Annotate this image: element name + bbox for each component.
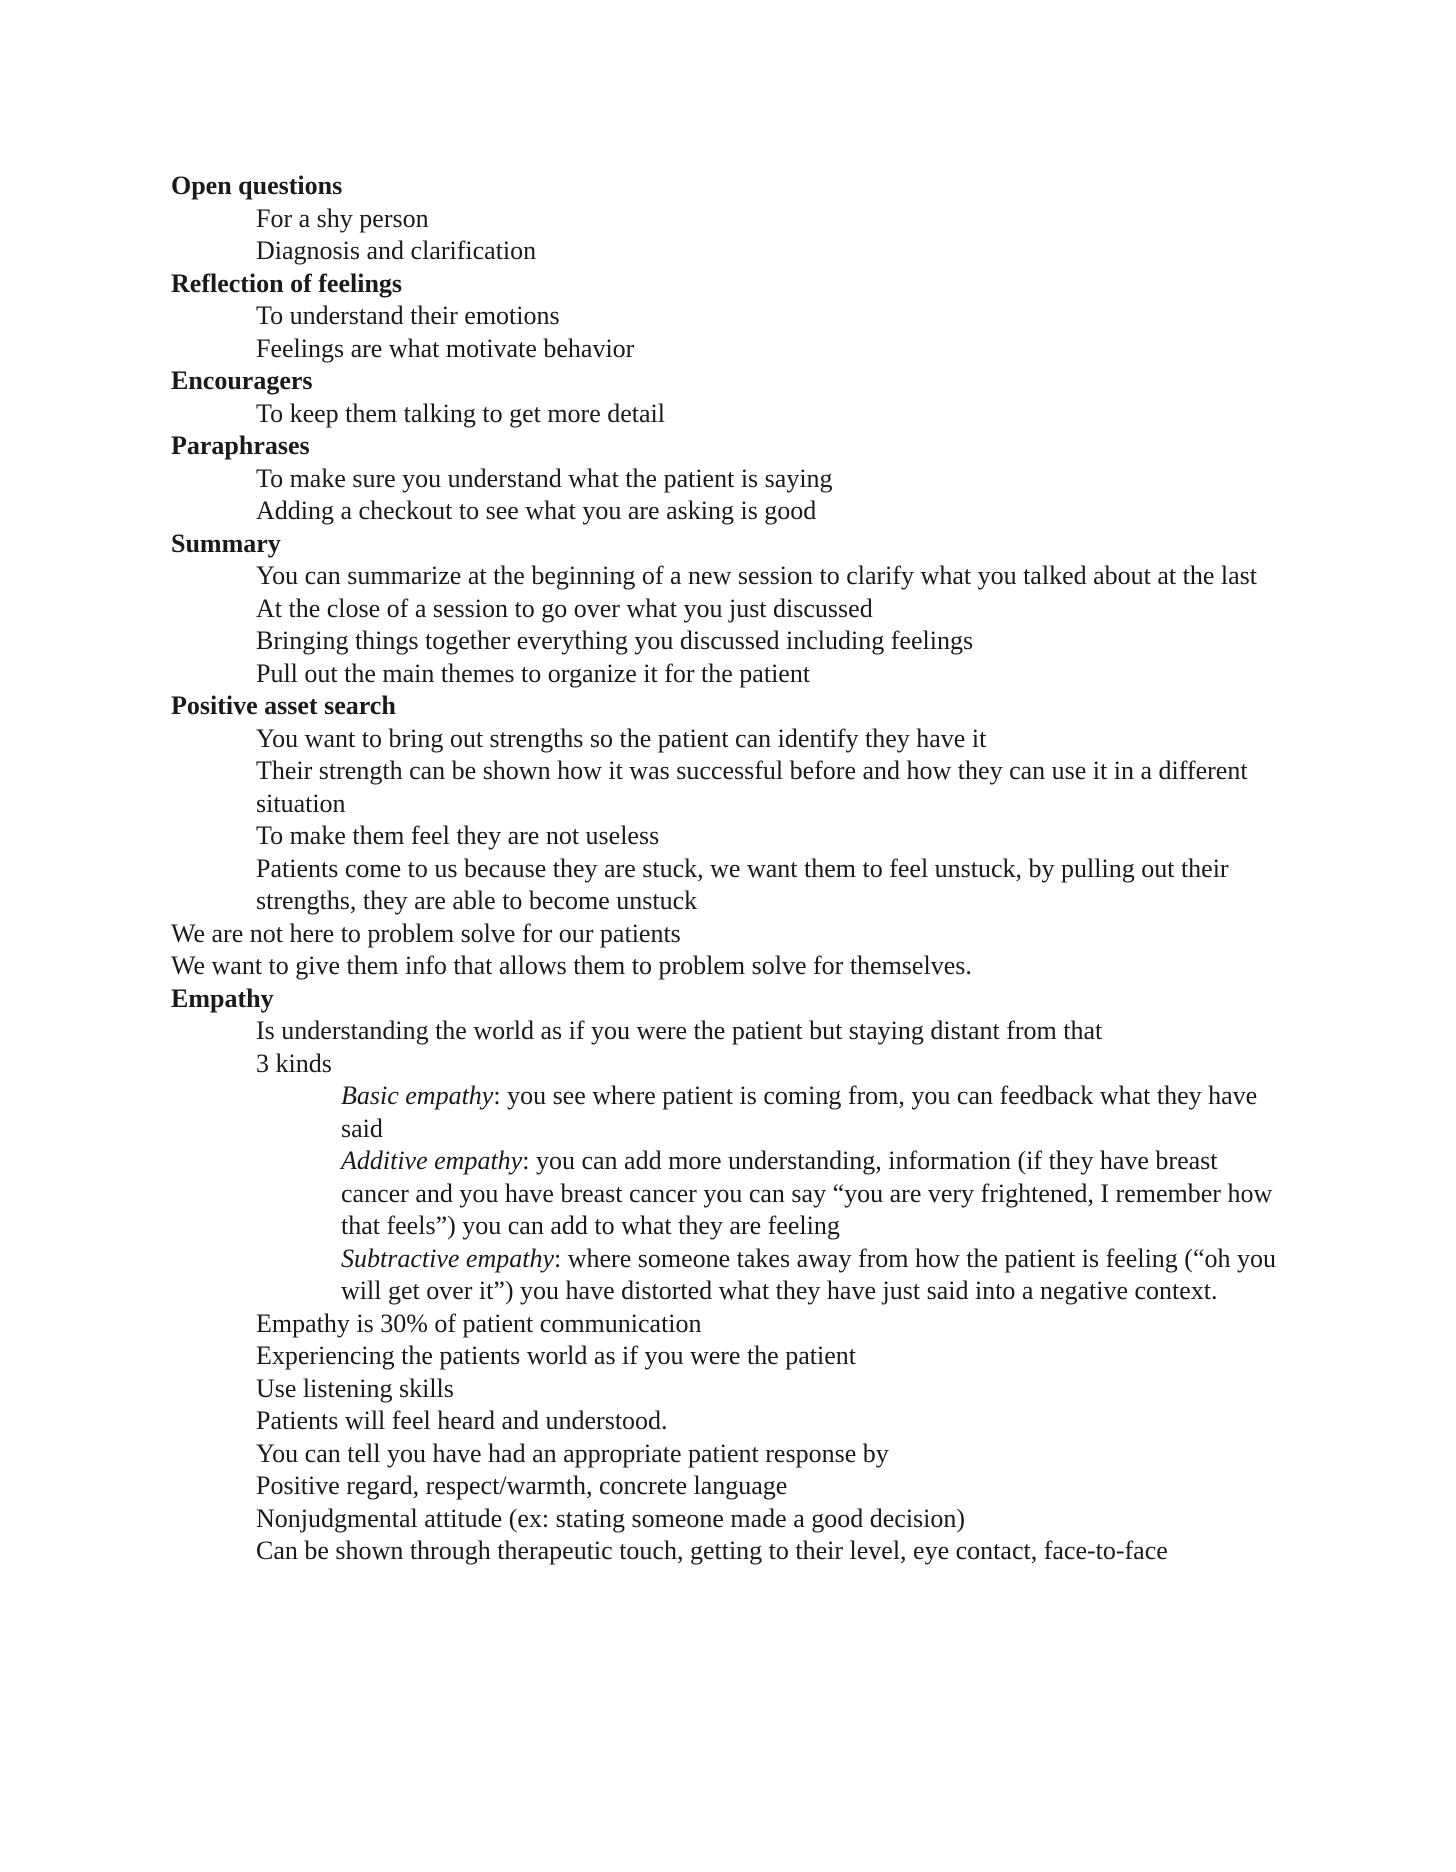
list-item: Can be shown through therapeutic touch, getting to their level, eye contact, face-to-face [256, 1536, 1168, 1565]
empathy-kind-text: : where someone takes away from how the patient is feeling (“oh you will get over it”) you have distorted what they have just said into a negative context. [341, 1243, 1276, 1305]
list-item: To understand their emotions [256, 301, 560, 330]
list-item: To keep them talking to get more detail [256, 398, 666, 428]
list-item: Positive regard, respect/warmth, concrete language [256, 1471, 788, 1500]
section-heading: Paraphrases [171, 431, 310, 460]
note-line: We want to give them info that allows them to problem solve for themselves. [171, 951, 972, 980]
empathy-kind-term: Basic empathy [341, 1081, 494, 1110]
section-heading: Reflection of feelings [171, 268, 403, 298]
section-heading: Encouragers [171, 366, 313, 395]
list-item: Experiencing the patients world as if you were the patient [256, 1341, 856, 1370]
list-item: Empathy is 30% of patient communication [256, 1308, 702, 1338]
list-item: 3 kinds [256, 1048, 332, 1078]
list-item: You can summarize at the beginning of a new session to clarify what you talked about at the last [256, 561, 1257, 590]
list-item: To make them feel they are not useless [256, 821, 660, 850]
list-item: Bringing things together everything you discussed including feelings [256, 626, 974, 655]
list-item: Patients will feel heard and understood. [256, 1406, 668, 1435]
list-item: At the close of a session to go over what you just discussed [256, 593, 873, 623]
document-page [171, 170, 1281, 1568]
list-item: Patients come to us because they are stuck, we want them to feel unstuck, by pulling out their strengths, they are able to become unstuck [256, 853, 1229, 915]
empathy-kind-text: : you can add more understanding, information (if they have breast cancer and you have breast cancer you can say “you are very frightened, I remember how that feels”) you can add to what they are feeling [341, 1146, 1273, 1240]
list-item: Their strength can be shown how it was successful before and how they can use it in a different situation [256, 756, 1248, 818]
section-heading: Open questions [171, 171, 343, 200]
list-item: Nonjudgmental attitude (ex: stating someone made a good decision) [256, 1503, 966, 1533]
list-item: Feelings are what motivate behavior [256, 333, 635, 363]
list-item: You want to bring out strengths so the patient can identify they have it [256, 723, 987, 753]
empathy-kind-text: : you see where patient is coming from, you can feedback what they have said [341, 1081, 1258, 1143]
empathy-kind-item [171, 1145, 1281, 1243]
note-line: We are not here to problem solve for our patients [171, 918, 681, 948]
list-item: Adding a checkout to see what you are asking is good [256, 496, 817, 525]
section-heading: Positive asset search [171, 691, 396, 720]
list-item: To make sure you understand what the patient is saying [256, 463, 833, 493]
list-item: Use listening skills [256, 1373, 454, 1403]
list-item: Pull out the main themes to organize it for the patient [256, 658, 811, 688]
empathy-kind-item [171, 1080, 1281, 1145]
list-item: Is understanding the world as if you were the patient but staying distant from that [256, 1016, 1103, 1045]
empathy-kind-term: Additive empathy [341, 1146, 523, 1175]
list-item: Diagnosis and clarification [256, 236, 537, 265]
empathy-kind-item [171, 1243, 1281, 1308]
section-heading: Summary [171, 528, 281, 558]
empathy-kind-term: Subtractive empathy [341, 1243, 554, 1273]
section-heading: Empathy [171, 983, 274, 1013]
list-item: You can tell you have had an appropriate patient response by [256, 1438, 889, 1468]
list-item: For a shy person [256, 203, 429, 233]
